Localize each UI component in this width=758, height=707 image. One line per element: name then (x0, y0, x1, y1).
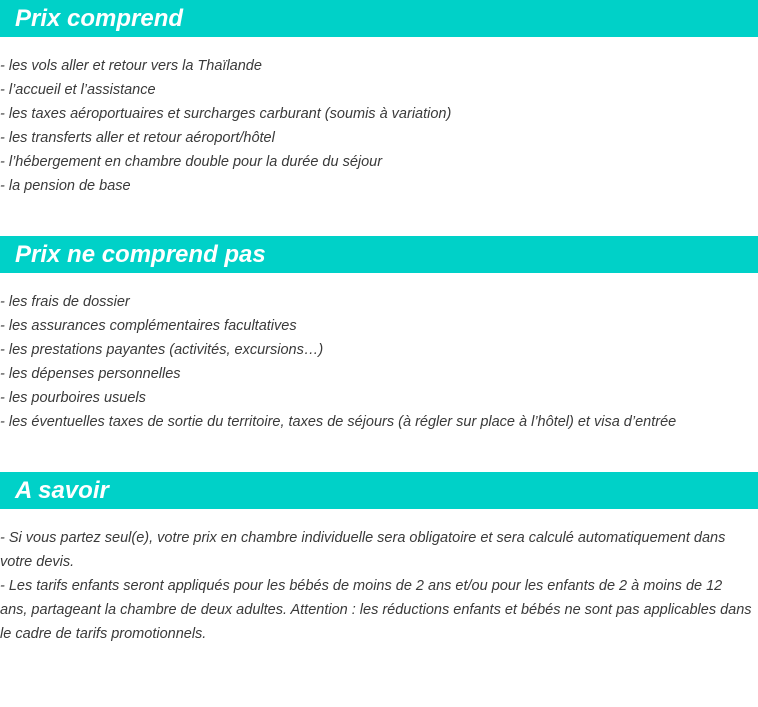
info-paragraph: - Si vous partez seul(e), votre prix en chambre individuelle sera obligatoire et sera calculé automatiquement dans votre devis. (0, 530, 726, 570)
list-item: - les taxes aéroportuaires et surcharges carburant (soumis à variation) (0, 106, 452, 122)
list-item: - les transferts aller et retour aéroport/hôtel (0, 130, 275, 146)
list-item: - l’accueil et l’assistance (0, 82, 156, 98)
list-item: - les prestations payantes (activités, excursions…) (0, 342, 324, 358)
list-item: - les pourboires usuels (0, 390, 146, 406)
list-item: - les assurances complémentaires facultatives (0, 318, 297, 334)
included-list (0, 37, 758, 198)
list-item: - les dépenses personnelles (0, 366, 181, 382)
section-title: Prix comprend (15, 5, 184, 32)
info-paragraph: - Les tarifs enfants seront appliqués pour les bébés de moins de 2 ans et/ou pour les enfants de 2 à moins de 12 ans, partageant la chambre de deux adultes. Attention : les réductions enfants et bébés ne sont pas applicables dans le cadre de tarifs promotionnels. (0, 578, 752, 642)
section-prix-comprend (0, 0, 758, 198)
section-title: Prix ne comprend pas (15, 241, 266, 268)
section-title: A savoir (15, 477, 109, 504)
section-header (0, 472, 758, 509)
section-prix-ne-comprend-pas (0, 236, 758, 434)
info-body (0, 509, 758, 646)
list-item: - les éventuelles taxes de sortie du territoire, taxes de séjours (à régler sur place à l’hôtel) et visa d’entrée (0, 414, 677, 430)
section-header (0, 236, 758, 273)
list-item: - les vols aller et retour vers la Thaïlande (0, 58, 262, 74)
section-a-savoir (0, 472, 758, 646)
list-item: - les frais de dossier (0, 294, 130, 310)
excluded-list (0, 273, 758, 434)
list-item: - l’hébergement en chambre double pour la durée du séjour (0, 154, 383, 170)
section-header (0, 0, 758, 37)
list-item: - la pension de base (0, 178, 131, 194)
